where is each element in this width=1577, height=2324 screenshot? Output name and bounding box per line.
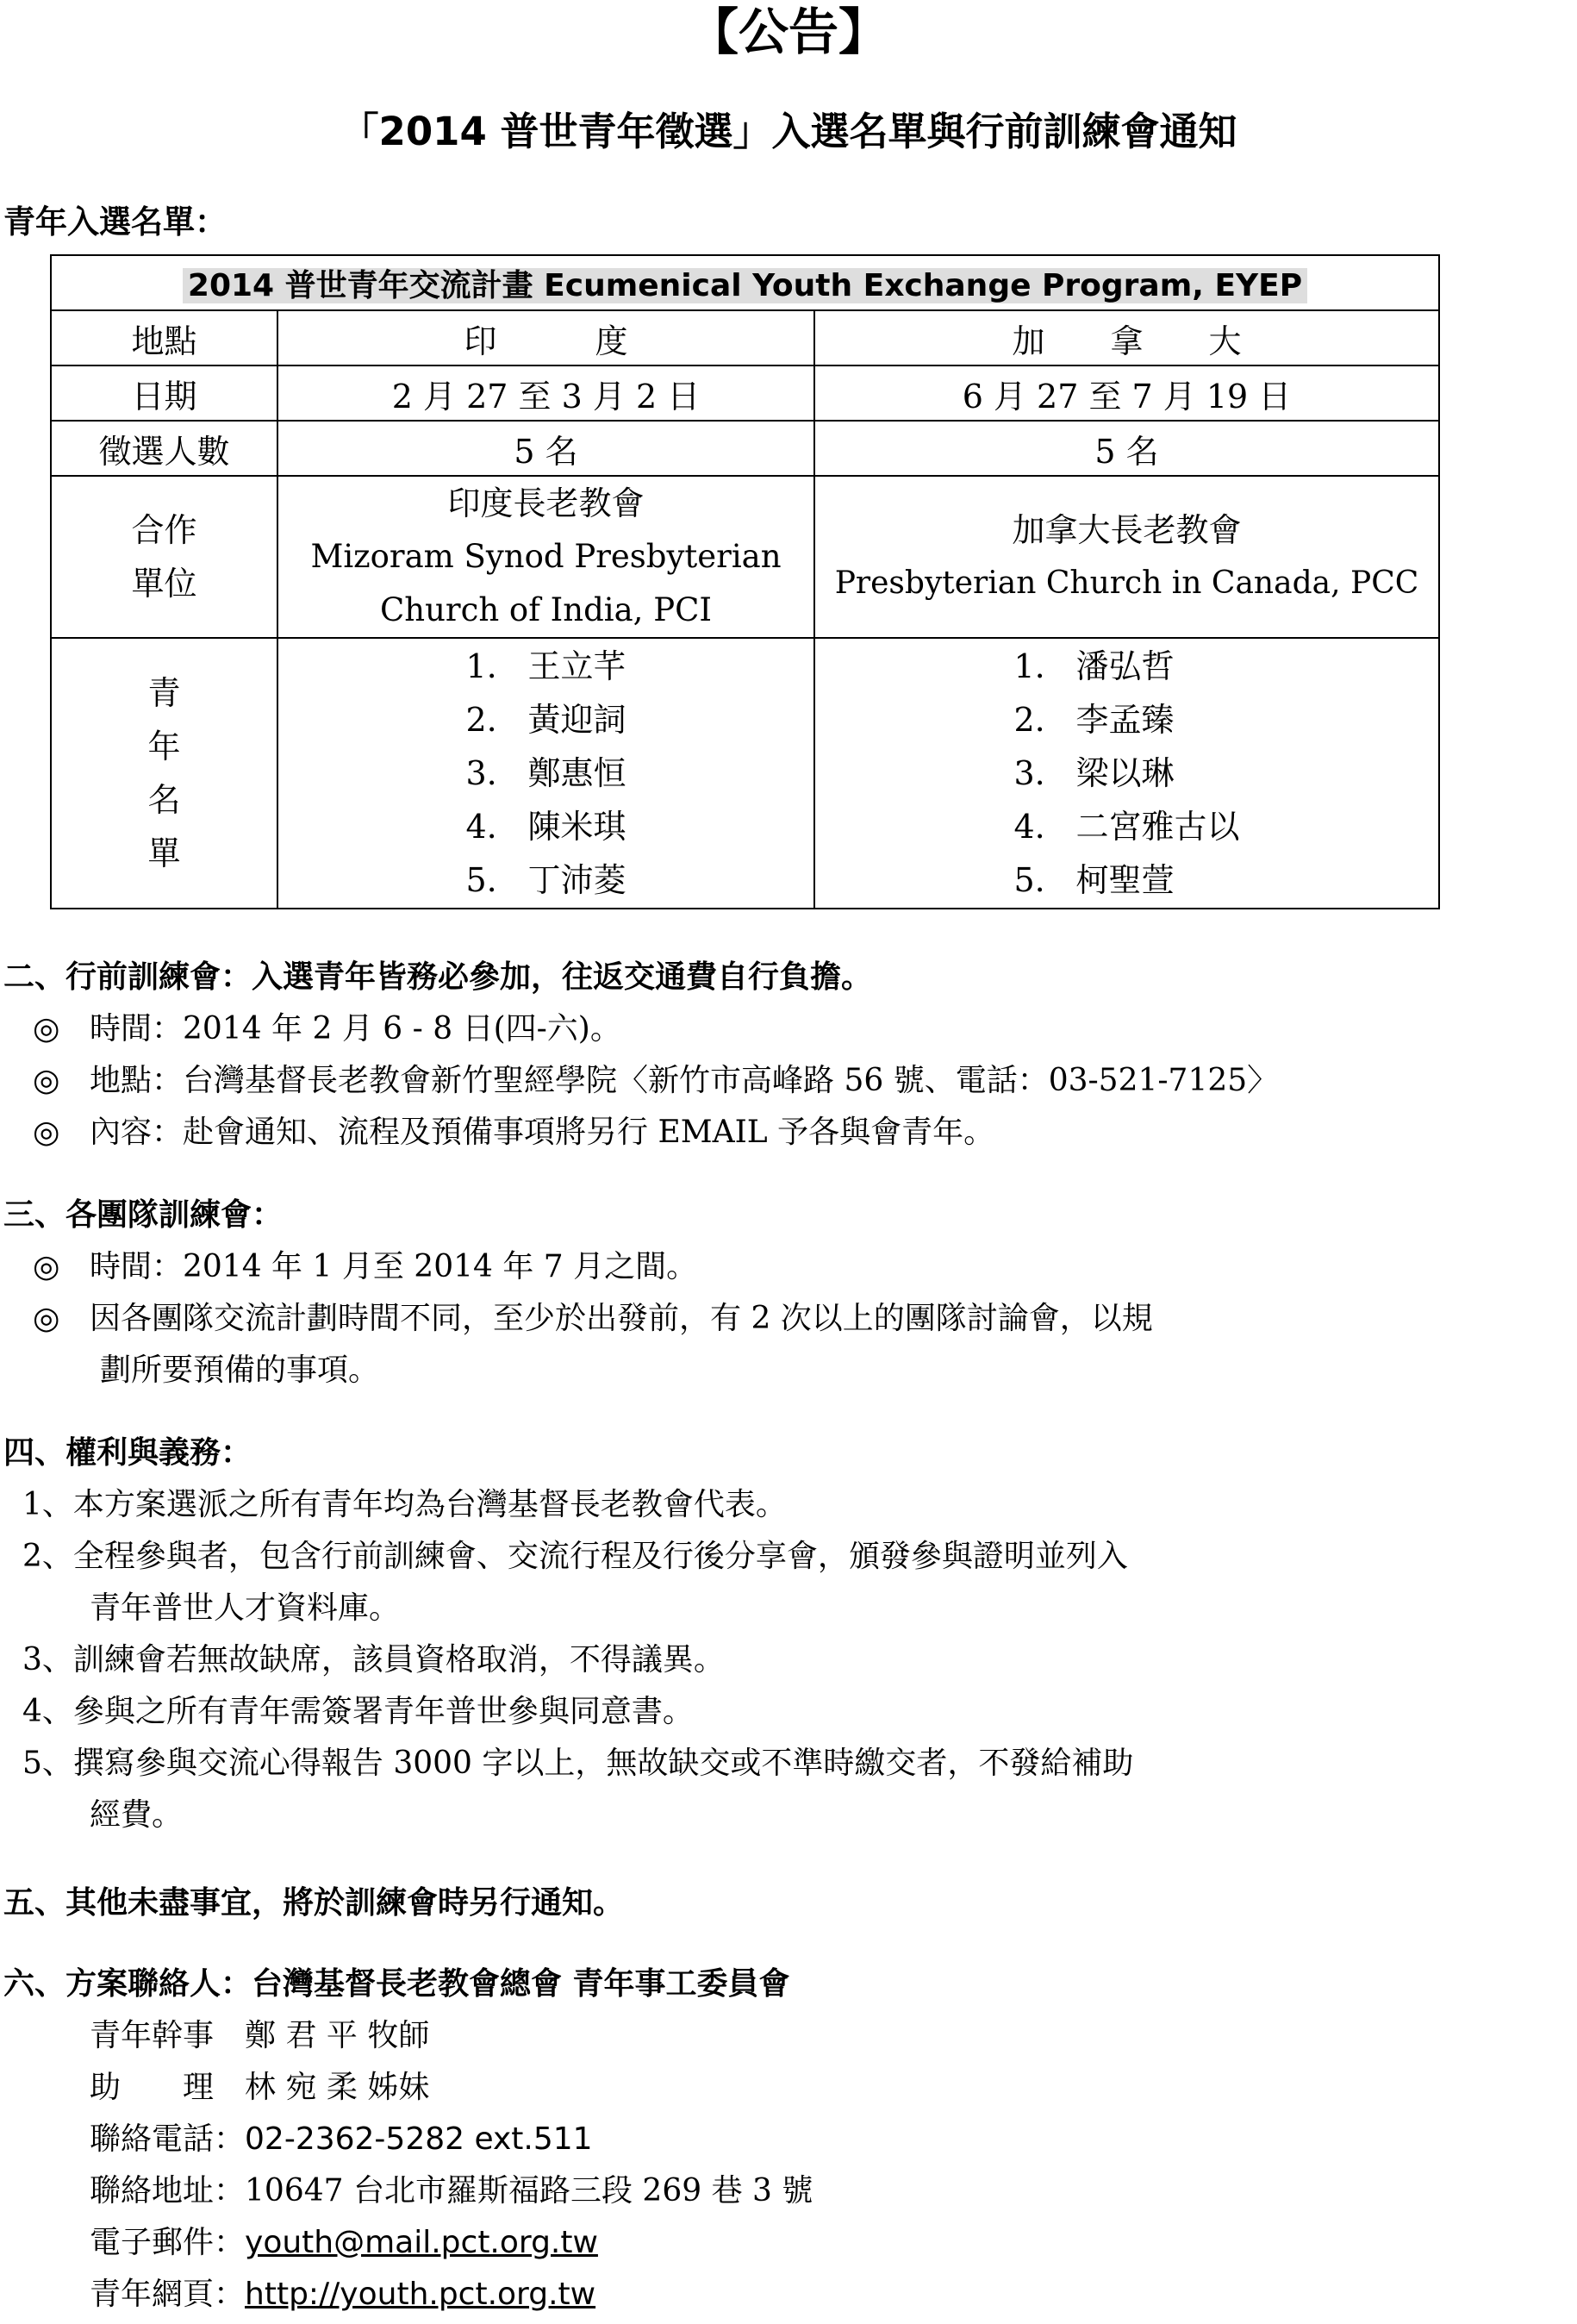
list-item: 5. 柯聖萱 bbox=[1013, 861, 1175, 899]
contact-secretary: 青年幹事 鄭 君 平 牧師 bbox=[90, 2018, 430, 2053]
list-item-continuation: 劃所要預備的事項。 bbox=[100, 1353, 380, 1388]
list-item: 1. 潘弘哲 bbox=[1013, 647, 1175, 685]
india-location: 印 度 bbox=[277, 310, 814, 365]
contact-assistant: 助 理 林 宛 柔 姊妹 bbox=[90, 2070, 430, 2105]
list-item: 4. 二宮雅古以 bbox=[1013, 808, 1240, 846]
exchange-program-table bbox=[50, 254, 1440, 909]
selection-list-heading: 青年入選名單： bbox=[3, 203, 227, 241]
page-subtitle: 「2014 普世青年徵選」入選名單與行前訓練會通知 bbox=[340, 109, 1237, 154]
list-item-continuation: 青年普世人才資料庫。 bbox=[90, 1590, 401, 1626]
section-heading: 三、各團隊訓練會： bbox=[3, 1197, 284, 1233]
list-item: 5、撰寫參與交流心得報告 3000 字以上，無故缺交或不準時繳交者，不發給補助 bbox=[22, 1746, 1134, 1781]
india-names bbox=[277, 638, 814, 909]
list-item: ◎ 因各團隊交流計劃時間不同，至少於出發前，有 2 次以上的團隊討論會，以規 bbox=[33, 1301, 1153, 1336]
canada-location: 加 拿 大 bbox=[814, 310, 1439, 365]
list-item: ◎ 地點：台灣基督長老教會新竹聖經學院〈新竹市高峰路 56 號、電話：03-521-7125〉 bbox=[33, 1063, 1279, 1098]
list-item: ◎ 內容：赴會通知、流程及預備事項將另行 EMAIL 予各與會青年。 bbox=[33, 1115, 995, 1150]
table-row-partner bbox=[51, 476, 1439, 638]
section-heading: 五、其他未盡事宜，將於訓練會時另行通知。 bbox=[3, 1885, 625, 1921]
section-team-training bbox=[3, 1190, 1153, 1396]
section-other-matters bbox=[3, 1877, 624, 1929]
row-label: 地點 bbox=[51, 310, 277, 365]
list-item: 3. 鄭惠恒 bbox=[465, 754, 626, 792]
list-item: 1、本方案選派之所有青年均為台灣基督長老教會代表。 bbox=[22, 1487, 787, 1522]
email-link[interactable]: youth@mail.pct.org.tw bbox=[245, 2225, 598, 2260]
list-item: 2、全程參與者，包含行前訓練會、交流行程及行後分享會，頒發參與證明並列入 bbox=[22, 1539, 1128, 1574]
contact-web: 青年網頁：http://youth.pct.org.tw bbox=[90, 2277, 596, 2312]
row-label: 合作 單位 bbox=[51, 476, 277, 638]
section-heading: 六、方案聯絡人：台灣基督長老教會總會 青年事工委員會 bbox=[3, 1966, 790, 2002]
canada-partner: 加拿大長老教會 Presbyterian Church in Canada, PCC bbox=[814, 476, 1439, 638]
list-item: 1. 王立芊 bbox=[465, 647, 626, 685]
india-dates: 2 月 27 至 3 月 2 日 bbox=[277, 365, 814, 421]
table-row-location bbox=[51, 310, 1439, 365]
list-item: 3. 梁以琳 bbox=[1013, 754, 1175, 792]
list-item: ◎ 時間：2014 年 1 月至 2014 年 7 月之間。 bbox=[33, 1249, 698, 1284]
section-heading: 四、權利與義務： bbox=[3, 1435, 252, 1471]
list-item: 2. 黃迎詞 bbox=[465, 701, 626, 739]
contact-phone: 聯絡電話：02-2362-5282 ext.511 bbox=[90, 2121, 593, 2157]
list-item: 2. 李孟臻 bbox=[1013, 701, 1175, 739]
row-label: 青 年 名 單 bbox=[51, 638, 277, 909]
list-item: 3、訓練會若無故缺席，該員資格取消，不得議異。 bbox=[22, 1642, 725, 1677]
row-label: 徵選人數 bbox=[51, 421, 277, 476]
table-row-names bbox=[51, 638, 1439, 909]
table-title: 2014 普世青年交流計畫 Ecumenical Youth Exchange Program, EYEP bbox=[51, 255, 1439, 310]
list-item: ◎ 時間：2014 年 2 月 6 - 8 日(四-六)。 bbox=[33, 1011, 621, 1046]
section-pre-training bbox=[3, 952, 1278, 1159]
contact-email: 電子郵件：youth@mail.pct.org.tw bbox=[90, 2225, 598, 2260]
list-item: 4、參與之所有青年需簽署青年普世參與同意書。 bbox=[22, 1694, 694, 1729]
canada-dates: 6 月 27 至 7 月 19 日 bbox=[814, 365, 1439, 421]
list-item: 5. 丁沛菱 bbox=[465, 861, 626, 899]
table-row-dates bbox=[51, 365, 1439, 421]
india-partner: 印度長老教會 Mizoram Synod Presbyterian Church of India, PCI bbox=[277, 476, 814, 638]
section-contact bbox=[3, 1959, 813, 2321]
table-row-count bbox=[51, 421, 1439, 476]
canada-names bbox=[814, 638, 1439, 909]
section-heading: 二、行前訓練會：入選青年皆務必參加，往返交通費自行負擔。 bbox=[3, 959, 873, 995]
contact-address: 聯絡地址：10647 台北市羅斯福路三段 269 巷 3 號 bbox=[90, 2173, 813, 2208]
india-count: 5 名 bbox=[277, 421, 814, 476]
canada-count: 5 名 bbox=[814, 421, 1439, 476]
section-rights-duties bbox=[3, 1428, 1133, 1841]
page-title: 【公告】 bbox=[688, 3, 888, 61]
row-label: 日期 bbox=[51, 365, 277, 421]
website-link[interactable]: http://youth.pct.org.tw bbox=[245, 2277, 596, 2312]
list-item-continuation: 經費。 bbox=[90, 1797, 184, 1833]
list-item: 4. 陳米琪 bbox=[465, 808, 626, 846]
